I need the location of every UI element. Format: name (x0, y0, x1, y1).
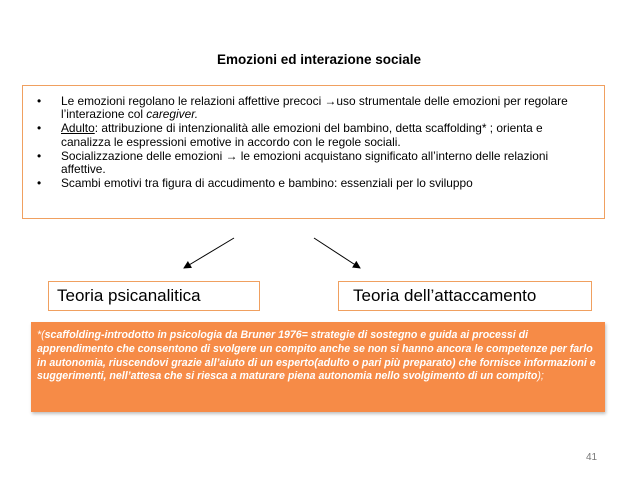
bullet-dot: • (37, 176, 42, 191)
bullet-1-italic: caregiver. (146, 107, 199, 122)
theory-psicanalitica-box (48, 281, 260, 311)
bullet-3-text: Socializzazione delle emozioni (61, 148, 226, 163)
page-number: 41 (586, 452, 598, 463)
arrow-right-icon (314, 238, 360, 268)
arrow-icon: → (225, 148, 238, 163)
bullet-2-text: : attribuzione di intenzionalità alle emozioni del bambino, detta scaffolding* ; orienta e canalizza le espressioni emotive in accordo con le regole sociali. (61, 121, 543, 149)
bullet-dot: • (37, 94, 42, 108)
bullet-3-text-2: le emozioni acquistano significato all’interno delle relazioni affettive. (61, 148, 549, 177)
arrow-left-icon (184, 238, 234, 268)
bullet-1-text-2: uso strumentale delle emozioni per regolare l’interazione col (61, 94, 568, 122)
note-close: ); (537, 370, 544, 383)
theory-attaccamento-label: Teoria dell’attaccamento (353, 286, 537, 305)
bullet-2-underlined: Adulto (61, 121, 95, 136)
theory-attaccamento-box (338, 281, 592, 311)
scaffolding-note (31, 322, 605, 412)
bullet-4-text: Scambi emotivi tra figura di accudimento e bambino: essenziali per lo sviluppo (61, 176, 473, 191)
note-text: scaffolding-introdotto in psicologia da Bruner 1976= strategie di sostegno e guida ai processi di apprendimento che consentono di svolgere un compito anche se non si hanno ancora le competenze per farlo in autonomia, riuscendovi grazie all’aiuto di un esperto(adulto o pari più preparato) che fornisce informazioni e suggerimenti, nell’attesa che si riesca a maturare piena autonomia nello svolgimento di un compito (37, 329, 596, 383)
theory-psicanalitica-label: Teoria psicanalitica (57, 286, 201, 305)
arrow-icon: → (324, 94, 337, 108)
slide-title: Emozioni ed interazione sociale (216, 52, 422, 67)
bullet-dot: • (37, 121, 42, 136)
bullet-1-text: Le emozioni regolano le relazioni affettive precoci (61, 94, 325, 108)
note-open: *( (37, 329, 45, 341)
bullet-dot: • (37, 148, 42, 163)
